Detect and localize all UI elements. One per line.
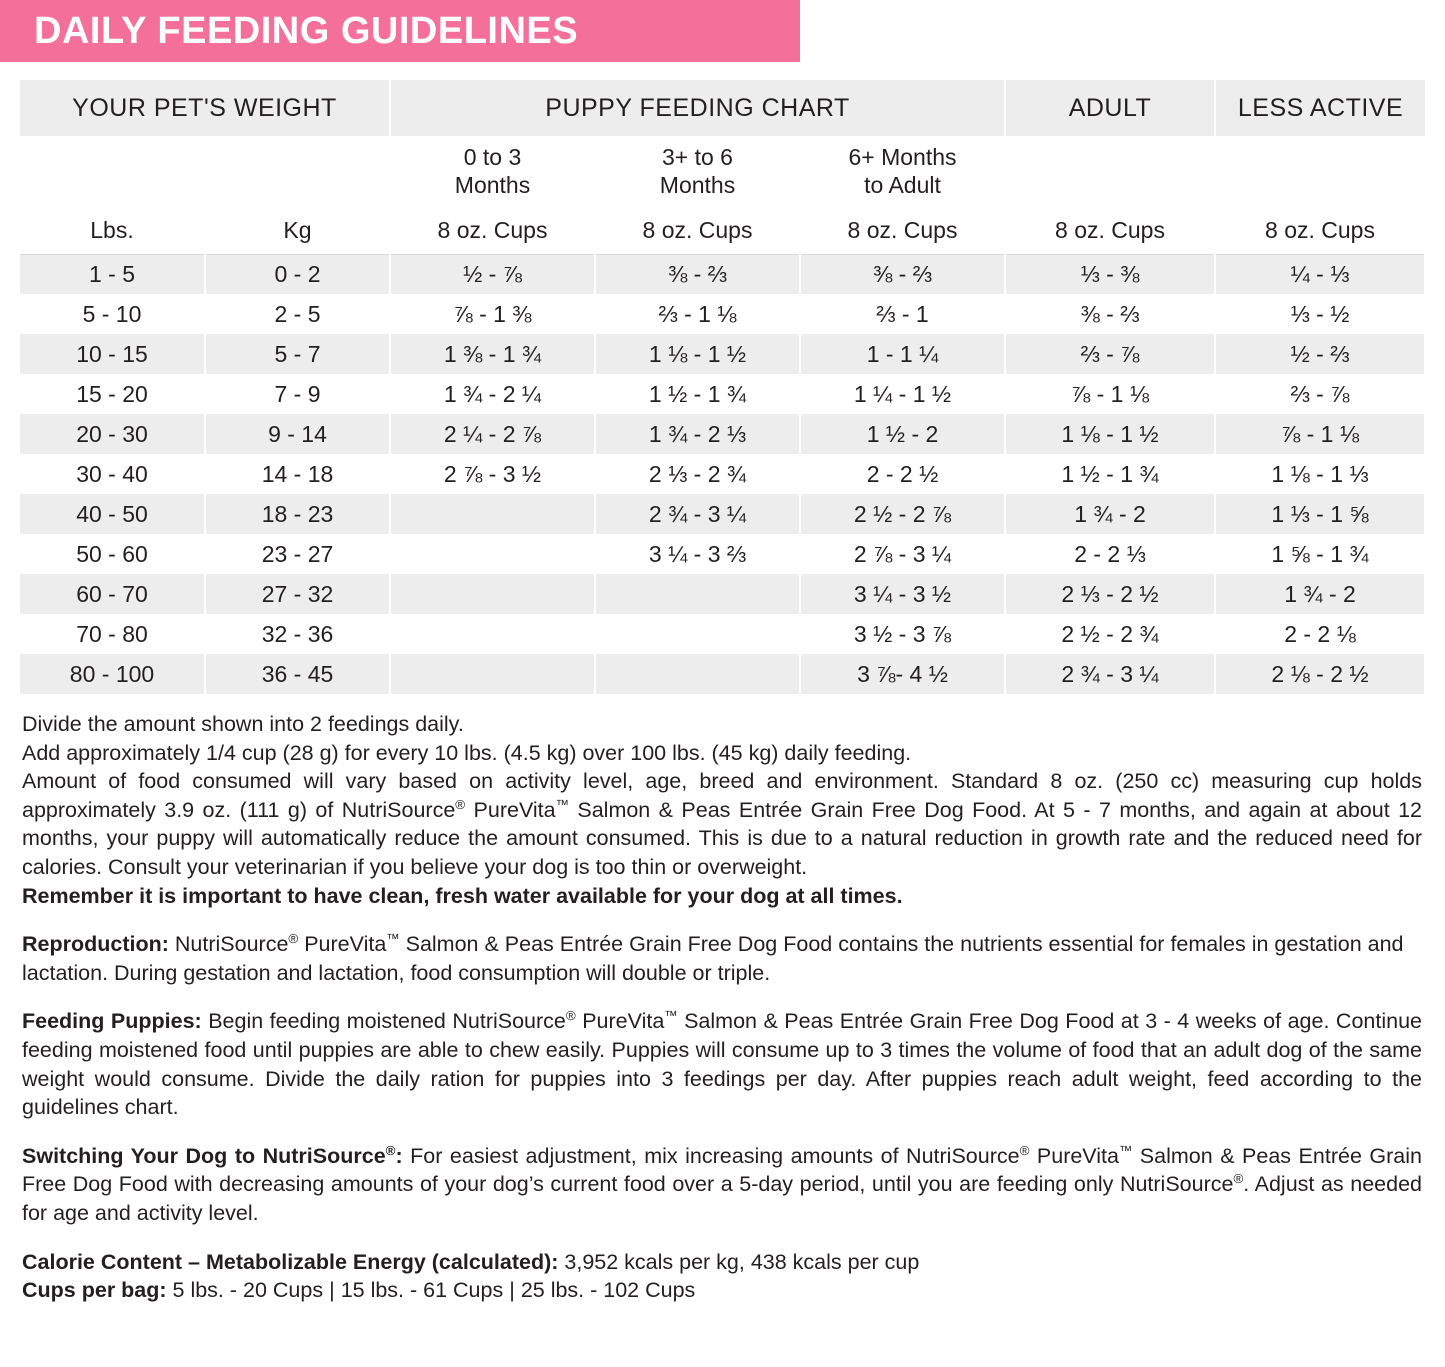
note-puppies-b: PureVita xyxy=(575,1009,665,1034)
cell-puppy-6-adult: 1 - 1 ¼ xyxy=(800,334,1005,374)
cell-puppy-3-6: 2 ¾ - 3 ¼ xyxy=(595,494,800,534)
note-reproduction xyxy=(22,930,1422,987)
cell-lbs: 80 - 100 xyxy=(20,654,205,694)
cell-kg: 36 - 45 xyxy=(205,654,390,694)
cell-adult: 2 ⅓ - 2 ½ xyxy=(1005,574,1215,614)
table-row xyxy=(20,614,1425,654)
cell-kg: 27 - 32 xyxy=(205,574,390,614)
cell-puppy-0-3 xyxy=(390,614,595,654)
cell-lbs: 1 - 5 xyxy=(20,254,205,294)
cell-puppy-0-3: ⅞ - 1 ⅜ xyxy=(390,294,595,334)
cell-adult: 2 - 2 ⅓ xyxy=(1005,534,1215,574)
cell-less-active: 2 ⅛ - 2 ½ xyxy=(1215,654,1425,694)
registered-mark-1: ® xyxy=(455,796,466,812)
table-header-row xyxy=(20,80,1425,136)
cell-kg: 7 - 9 xyxy=(205,374,390,414)
cell-adult: 1 ½ - 1 ¾ xyxy=(1005,454,1215,494)
cell-kg: 14 - 18 xyxy=(205,454,390,494)
note-amount-varies-c: Salmon & Peas Entrée Grain Free Dog Food. At 5 - 7 months, and again at about 12 months, your puppy will automatically reduce the amount consumed. This is due to a natural reduction in growth rate and the reduced need for calories. Consult your veterinarian if you believe your dog is too thin or overweight. xyxy=(22,797,1422,879)
trademark-2: ™ xyxy=(386,931,400,946)
cell-puppy-6-adult: ⅔ - 1 xyxy=(800,294,1005,334)
cell-puppy-0-3 xyxy=(390,494,595,534)
cell-puppy-6-adult: 3 ¼ - 3 ½ xyxy=(800,574,1005,614)
cell-puppy-3-6: 3 ¼ - 3 ⅔ xyxy=(595,534,800,574)
note-water xyxy=(22,882,1422,911)
cell-puppy-6-adult: 3 ⅞- 4 ½ xyxy=(800,654,1005,694)
cell-puppy-3-6: ⅔ - 1 ⅛ xyxy=(595,294,800,334)
note-amount-varies-a: Amount of food consumed will vary based on activity level, age, breed and environment. Standard 8 oz. (250 cc) measuring cup holds approximately 3.9 oz. (111 g) of NutriSource xyxy=(22,769,1422,822)
cell-puppy-6-adult: ⅜ - ⅔ xyxy=(800,254,1005,294)
subheader-blank-4 xyxy=(1215,136,1425,208)
cell-adult: ⅞ - 1 ⅛ xyxy=(1005,374,1215,414)
cell-puppy-0-3: ½ - ⅞ xyxy=(390,254,595,294)
note-switching-label-a: Switching Your Dog to NutriSource xyxy=(22,1143,386,1168)
cell-puppy-3-6: 1 ½ - 1 ¾ xyxy=(595,374,800,414)
registered-mark-6: ® xyxy=(1233,1171,1244,1187)
note-cups-label: Cups per bag: xyxy=(22,1278,167,1303)
header-adult: ADULT xyxy=(1005,80,1215,136)
note-calorie-label: Calorie Content – Metabolizable Energy (calculated): xyxy=(22,1249,559,1274)
note-switching xyxy=(22,1142,1422,1228)
note-reproduction-a: NutriSource xyxy=(168,932,289,957)
cell-kg: 5 - 7 xyxy=(205,334,390,374)
cell-lbs: 60 - 70 xyxy=(20,574,205,614)
trademark-1: ™ xyxy=(555,796,569,812)
table-unit-row xyxy=(20,208,1425,254)
subheader-blank-2 xyxy=(205,136,390,208)
cell-less-active: 1 ¾ - 2 xyxy=(1215,574,1425,614)
cell-puppy-6-adult: 1 ¼ - 1 ½ xyxy=(800,374,1005,414)
note-calorie-value: 3,952 kcals per kg, 438 kcals per cup xyxy=(558,1249,920,1274)
cell-puppy-6-adult: 2 ½ - 2 ⅞ xyxy=(800,494,1005,534)
cell-less-active: 1 ⅝ - 1 ¾ xyxy=(1215,534,1425,574)
cell-less-active: ¼ - ⅓ xyxy=(1215,254,1425,294)
cell-kg: 18 - 23 xyxy=(205,494,390,534)
table-subheader-row xyxy=(20,136,1425,208)
cell-puppy-0-3: 2 ⅞ - 3 ½ xyxy=(390,454,595,494)
note-water-text: Remember it is important to have clean, fresh water available for your dog at all times. xyxy=(22,883,903,908)
note-amount-varies xyxy=(22,767,1422,881)
note-divide: Divide the amount shown into 2 feedings daily. xyxy=(22,712,464,736)
cell-kg: 2 - 5 xyxy=(205,294,390,334)
subheader-blank-3 xyxy=(1005,136,1215,208)
cups-separator-1: | xyxy=(329,1278,335,1303)
header-puppy-feeding-chart: PUPPY FEEDING CHART xyxy=(390,80,1005,136)
table-row xyxy=(20,334,1425,374)
cell-puppy-0-3: 1 ⅜ - 1 ¾ xyxy=(390,334,595,374)
subheader-age-6-adult: 6+ Months to Adult xyxy=(800,136,1005,208)
cell-less-active: ½ - ⅔ xyxy=(1215,334,1425,374)
note-cups-value-3: 25 lbs. - 102 Cups xyxy=(520,1278,696,1303)
cell-puppy-6-adult: 1 ½ - 2 xyxy=(800,414,1005,454)
cell-less-active: 1 ⅛ - 1 ⅓ xyxy=(1215,454,1425,494)
note-amount-varies-b: PureVita xyxy=(465,797,556,822)
cell-lbs: 70 - 80 xyxy=(20,614,205,654)
note-puppies-c: Salmon & Peas Entrée Grain Free Dog Food at 3 - 4 weeks of age. Continue feeding moistened food until puppies are able to chew easily. Puppies will consume up to 3 times the volume of food that an adult dog of the same weight would consume. Divide the daily ration for puppies into 3 feedings per day. After puppies reach adult weight, feed according to the guidelines chart. xyxy=(22,1009,1422,1120)
note-cups-value-1: 5 lbs. - 20 Cups xyxy=(166,1278,324,1303)
unit-cups-0-3: 8 oz. Cups xyxy=(390,208,595,254)
page-title: DAILY FEEDING GUIDELINES xyxy=(34,9,579,52)
cell-kg: 9 - 14 xyxy=(205,414,390,454)
cell-adult: 2 ¾ - 3 ¼ xyxy=(1005,654,1215,694)
header-less-active: LESS ACTIVE xyxy=(1215,80,1425,136)
note-cups-value-2: 15 lbs. - 61 Cups xyxy=(340,1278,504,1303)
cell-puppy-6-adult: 2 ⅞ - 3 ¼ xyxy=(800,534,1005,574)
cell-lbs: 15 - 20 xyxy=(20,374,205,414)
cell-puppy-0-3 xyxy=(390,534,595,574)
note-switching-label-b: : xyxy=(395,1143,403,1168)
note-cups-per-bag xyxy=(22,1276,1422,1305)
cell-kg: 23 - 27 xyxy=(205,534,390,574)
unit-cups-less-active: 8 oz. Cups xyxy=(1215,208,1425,254)
registered-mark-5: ® xyxy=(1019,1142,1030,1158)
note-switching-a: For easiest adjustment, mix increasing amounts of NutriSource xyxy=(402,1143,1020,1168)
note-reproduction-b: PureVita xyxy=(298,932,387,957)
cell-lbs: 50 - 60 xyxy=(20,534,205,574)
cell-less-active: ⅓ - ½ xyxy=(1215,294,1425,334)
subheader-age-3-6: 3+ to 6 Months xyxy=(595,136,800,208)
trademark-3: ™ xyxy=(664,1008,678,1024)
unit-cups-3-6: 8 oz. Cups xyxy=(595,208,800,254)
page-title-bar xyxy=(0,0,800,62)
note-switching-b: PureVita xyxy=(1029,1143,1119,1168)
cell-puppy-0-3 xyxy=(390,574,595,614)
cell-kg: 0 - 2 xyxy=(205,254,390,294)
unit-cups-adult: 8 oz. Cups xyxy=(1005,208,1215,254)
cell-adult: ⅜ - ⅔ xyxy=(1005,294,1215,334)
cell-adult: 1 ⅛ - 1 ½ xyxy=(1005,414,1215,454)
table-row xyxy=(20,374,1425,414)
note-reproduction-c: Salmon & Peas Entrée Grain Free Dog Food contains the nutrients essential for females in gestation and lactation. During gestation and lactation, food consumption will double or triple. xyxy=(22,932,1404,985)
table-row xyxy=(20,414,1425,454)
note-switching-label xyxy=(22,1144,403,1168)
cell-adult: 1 ¾ - 2 xyxy=(1005,494,1215,534)
cell-puppy-0-3: 2 ¼ - 2 ⅞ xyxy=(390,414,595,454)
cell-less-active: 2 - 2 ⅛ xyxy=(1215,614,1425,654)
note-add-cup: Add approximately 1/4 cup (28 g) for every 10 lbs. (4.5 kg) over 100 lbs. (45 kg) daily feeding. xyxy=(22,740,912,765)
note-puppies-a: Begin feeding moistened NutriSource xyxy=(201,1009,566,1034)
table-body xyxy=(20,254,1425,694)
unit-cups-6-adult: 8 oz. Cups xyxy=(800,208,1005,254)
cell-puppy-6-adult: 3 ½ - 3 ⅞ xyxy=(800,614,1005,654)
cups-separator-2: | xyxy=(509,1278,515,1303)
unit-lbs: Lbs. xyxy=(20,208,205,254)
note-switching-c: Salmon & Peas Entrée Grain Free Dog Food with decreasing amounts of your dog’s current food over a 5-day period, until you are feeding only NutriSource xyxy=(22,1143,1422,1197)
cell-lbs: 20 - 30 xyxy=(20,414,205,454)
table-row xyxy=(20,534,1425,574)
cell-adult: 2 ½ - 2 ¾ xyxy=(1005,614,1215,654)
cell-puppy-3-6 xyxy=(595,654,800,694)
feeding-notes xyxy=(22,710,1422,1305)
cell-puppy-3-6: ⅜ - ⅔ xyxy=(595,254,800,294)
cell-adult: ⅔ - ⅞ xyxy=(1005,334,1215,374)
unit-kg: Kg xyxy=(205,208,390,254)
table-row xyxy=(20,654,1425,694)
cell-less-active: ⅞ - 1 ⅛ xyxy=(1215,414,1425,454)
cell-lbs: 40 - 50 xyxy=(20,494,205,534)
note-puppies-label: Feeding Puppies: xyxy=(22,1009,202,1034)
cell-puppy-3-6: 1 ⅛ - 1 ½ xyxy=(595,334,800,374)
registered-mark-2: ® xyxy=(288,931,299,946)
note-reproduction-label: Reproduction: xyxy=(22,932,169,957)
feeding-chart-table xyxy=(20,80,1426,694)
table-row xyxy=(20,294,1425,334)
table-row xyxy=(20,254,1425,294)
cell-puppy-3-6 xyxy=(595,614,800,654)
cell-lbs: 10 - 15 xyxy=(20,334,205,374)
subheader-blank-1 xyxy=(20,136,205,208)
cell-puppy-6-adult: 2 - 2 ½ xyxy=(800,454,1005,494)
table-row xyxy=(20,494,1425,534)
note-feeding-puppies xyxy=(22,1007,1422,1121)
subheader-age-0-3: 0 to 3 Months xyxy=(390,136,595,208)
registered-mark-4: ® xyxy=(385,1142,396,1158)
cell-adult: ⅓ - ⅜ xyxy=(1005,254,1215,294)
table-row xyxy=(20,574,1425,614)
cell-lbs: 5 - 10 xyxy=(20,294,205,334)
header-pet-weight: YOUR PET'S WEIGHT xyxy=(20,80,390,136)
cell-puppy-3-6 xyxy=(595,574,800,614)
note-calorie-content xyxy=(22,1248,1422,1277)
trademark-4: ™ xyxy=(1118,1142,1133,1158)
cell-less-active: ⅔ - ⅞ xyxy=(1215,374,1425,414)
cell-puppy-0-3: 1 ¾ - 2 ¼ xyxy=(390,374,595,414)
cell-kg: 32 - 36 xyxy=(205,614,390,654)
note-switching-d: . Adjust as needed for age and activity level. xyxy=(22,1172,1422,1225)
cell-puppy-3-6: 1 ¾ - 2 ⅓ xyxy=(595,414,800,454)
cell-lbs: 30 - 40 xyxy=(20,454,205,494)
cell-less-active: 1 ⅓ - 1 ⅝ xyxy=(1215,494,1425,534)
cell-puppy-3-6: 2 ⅓ - 2 ¾ xyxy=(595,454,800,494)
cell-puppy-0-3 xyxy=(390,654,595,694)
registered-mark-3: ® xyxy=(565,1008,576,1024)
table-row xyxy=(20,454,1425,494)
